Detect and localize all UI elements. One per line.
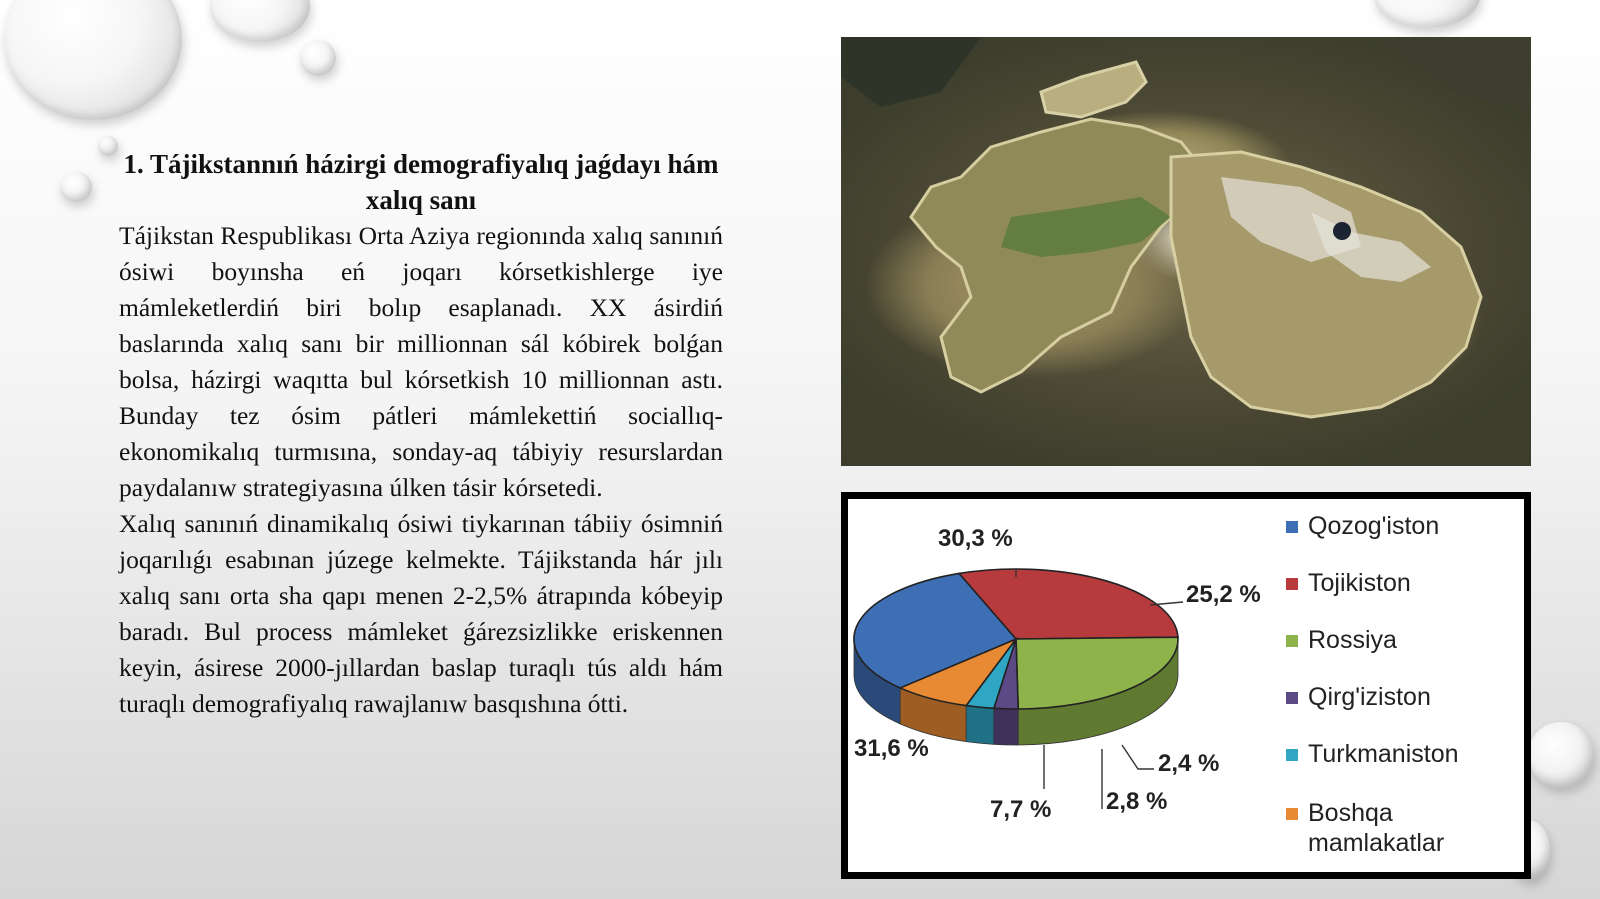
legend-label: Qozog'iston [1308,512,1440,540]
legend-label: Boshqa [1308,799,1393,827]
slide-title: 1. Tájikstannıń házirgi demografiyalıq jaǵdayı hám xalıq sanı [123,149,719,215]
population-pie-chart [841,492,1531,879]
legend-swatch [1286,749,1298,761]
water-drop-decoration [300,40,336,76]
legend-label: Tojikiston [1308,569,1411,597]
legend-label: mamlakatlar [1308,829,1445,857]
legend-swatch [1286,808,1298,820]
water-drop-decoration [4,0,182,120]
pie-leader-line [1122,745,1154,769]
legend-label: Turkmaniston [1308,740,1459,768]
body-paragraph-2: Xalıq sanınıń dinamikalıq ósiwi tiykarınan tábiiy ósimniń joqarılıǵı esabınan júzege kelmekte. Tájikstanda hár jılı xalıq sanı orta sha qapı menen 2-2,5% átrapında kóbeyip baradı. Bul process mámleket ǵárezsizlikke eriskennen keyin, ásirese 2000-jıllardan baslap turaqlı tús aldı hám turaqlı demografiyalıq rawajlanıw basqıshına ótti. [119,509,723,718]
pie-data-label: 25,2 % [1186,581,1261,608]
body-paragraph-1: Tájikstan Respublikası Orta Aziya regionında xalıq sanınıń ósiwi boyınsha eń joqarı kórsetkishlerge iye mámleketlerdiń biri bolıp esaplanadı. XX ásirdiń baslarında xalıq sanı bir millionnan sál kóbirek bolǵan bolsa, házirgi waqıtta bul kórsetkish 10 millionnan astı. Bunday tez ósim pátleri mámlekettiń sociallıq-ekonomikalıq turmısına, sonday-aq tábiyiy resurslardan paydalanıw strategiyasına úlken tásir kórsetedi. [119,221,723,502]
legend-label: Qirg'iziston [1308,683,1431,711]
pie-data-label: 2,8 % [1106,788,1168,815]
water-drop-decoration [210,0,310,42]
map-illustration [841,37,1531,466]
pie-data-label: 31,6 % [854,735,929,762]
pie-data-label: 30,3 % [938,525,1013,552]
pie-data-label: 2,4 % [1158,750,1220,777]
legend-swatch [1286,521,1298,533]
water-drop-decoration [98,136,118,156]
pie-chart-svg [848,499,1524,872]
legend-label: Rossiya [1308,626,1397,654]
legend-swatch [1286,635,1298,647]
legend-swatch [1286,692,1298,704]
water-drop-decoration [60,172,92,202]
water-drop-decoration [1528,722,1594,788]
legend-swatch [1286,578,1298,590]
pie-slice-side-turkmaniston [966,706,994,745]
content-text-block [119,146,723,722]
tajikistan-satellite-map [841,37,1531,466]
pie-data-label: 7,7 % [990,796,1052,823]
pie-slice-side-qirg-iziston [994,708,1018,745]
water-drop-decoration [1374,0,1480,28]
